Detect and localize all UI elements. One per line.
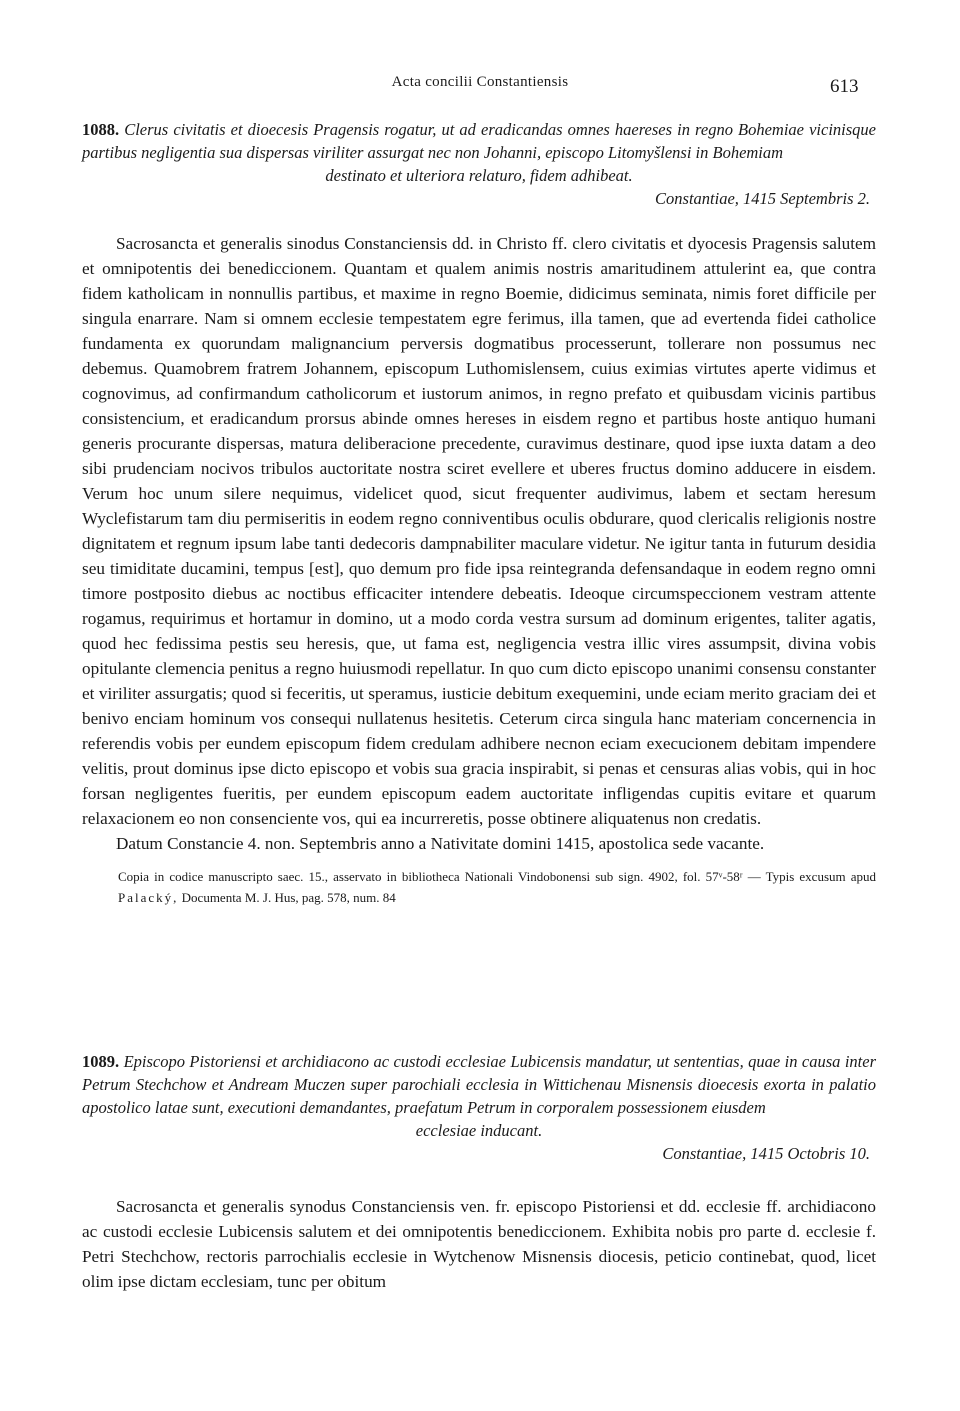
document-body (82, 1194, 876, 1294)
document-number: 1088. (82, 120, 120, 139)
document-body (82, 231, 876, 856)
summary-text: Clerus civitatis et dioecesis Pragensis rogatur, ut ad eradicandas omnes haereses in regno Bohemiae vicinisque partibus negligentia sua dispersas viriliter assurgat nec non Johanni, episcopo Litomyšlensi in Bohemiam (82, 120, 876, 162)
dateline: Constantiae, 1415 Septembris 2. (655, 189, 870, 208)
body-paragraph: Sacrosancta et generalis synodus Constanciensis ven. fr. episcopo Pistoriensi et dd. ecclesie ff. archidiacono ac custodi ecclesie Lubicensis salutem et dei omnipotentis benediccionem. Exhibita nobis pro parte d. ecclesie f. Petri Stechchow, rectoris parrochialis ecclesie in Wytchenow Misnensis diocesis, peticio continebat, quod, licet olim ipse dictam ecclesiam, tunc per obitum (82, 1197, 876, 1291)
running-title: Acta concilii Constantiensis (391, 74, 569, 90)
document-number: 1089. (82, 1052, 120, 1071)
source-note-author: Palacký, (118, 890, 179, 905)
document-1089 (82, 1050, 876, 1294)
summary-text-end: destinato et ulteriora relaturo, fidem adhibeat. (325, 166, 633, 185)
dateline: Constantiae, 1415 Octobris 10. (662, 1144, 870, 1163)
source-note (82, 866, 876, 908)
document-1088 (82, 118, 876, 908)
page-number: 613 (830, 76, 859, 97)
source-note-reference: Documenta M. J. Hus, pag. 578, num. 84 (181, 890, 396, 905)
summary-text-end: ecclesiae inducant. (415, 1121, 543, 1140)
document-summary (82, 1050, 876, 1142)
document-summary (82, 118, 876, 187)
body-paragraph: Sacrosancta et generalis sinodus Constanciensis dd. in Christo ff. clero civitatis et dyocesis Pragensis salutem et omnipotentis dei benediccionem. Quantam et qualem animis nostris amaritudinem attulerint ea, que contra fidem katholicam in nonnullis partibus, et maxime in regno Boemie, didicimus seminata, nimis foret difficile per singula enarrare. Nam si omnem ecclesie tempestatem egre ferimus, illa tamen, que ad evertenda fidei catholice fundamenta ex quorundam malignancium perversis dogmatibus processerunt, tollerare non possumus nec debemus. Quamobrem fratrem Johannem, episcopum Luthomislensem, cuius eximias virtutes aperte vidimus et cognovimus, ad confirmandum catholicorum et iustorum animos, in regno prefato et quibusdam vicinis partibus consistencium, et eradicandum prorsus abinde omnes hereses in eisdem regno et partibus hoste antiquo humani generis procurante dispersas, matura deliberacione precedente, curavimus destinare, quod ipse iuxta datam a deo sibi prudenciam nocivos tribulos auctoritate nostra sciret evellere et uberes fructus domino adducere in eisdem. Verum hoc unum silere nequimus, videlicet quod, sicut frequenter audivimus, labem et sectam heresum Wyclefistarum tam diu permiseritis in eodem regno conniventibus oculis obdurare, quod clericalis religionis nostre dignitatem et regnum ipsum labe tanti dedecoris dampnabiliter maculare videtur. Ne igitur tanta in futurum desidia seu timiditate ducamini, tempus [est], quo demum pro fide ipsa reintegranda defensandaque in eodem regno omni timore postposito diebus ac noctibus efficaciter intendere debeatis. Ideoque circumspeccionem vestram attente rogamus, requirimus et hortamur in domino, ut a modo corda vestra sursum ad dominum erigentes, taliter agatis, quod hec fedissima pestis seu heresis, que, ut fama est, negligencia vestra illic vires assumpsit, divina vobis opitulante clemencia penitus a regno huiusmodi repellatur. In quo cum dicto episcopo unanimi consensu constanter et viriliter assurgatis; quod si feceritis, ut speramus, iusticie debitum exequemini, unde eciam merito graciam dei et benivo enciam hominum vos consequi nullatenus hesitetis. Ceterum circa singula hanc materiam concernencia in referendis vobis per eundem episcopum fidem credulam adhibere necnon eciam execucionem debitam impendere velitis, prout dominus ipse dicto episcopo et vobis sua gracia inspirabit, si penas et censuras alias vobis, qui in hoc forsan negligentes fueritis, per eundem episcopum eadem auctoritate infligendas cupitis evitare et quarum relaxacionem eo non consenciente vos, qui ea incurreretis, posse obtinere aliquatenus non credatis. (82, 234, 876, 828)
datum-line: Datum Constancie 4. non. Septembris anno a Nativitate domini 1415, apostolica sede vacante. (116, 834, 765, 853)
summary-text: Episcopo Pistoriensi et archidiacono ac custodi ecclesiae Lubicensis mandatur, ut sententias, quae in causa inter Petrum Stechchow et Andream Muczen super parochiali ecclesia in Wittichenau Misnensis dioecesis exorta in palatio apostolico latae sunt, executioni demandantes, praefatum Petrum in corporalem possessionem eiusdem (82, 1052, 876, 1117)
source-note-text: Copia in codice manuscripto saec. 15., asservato in bibliotheca Nationali Vindobonensi sub sign. 4902, fol. 57ᵛ-58ʳ — Typis excusum apud (118, 869, 876, 884)
